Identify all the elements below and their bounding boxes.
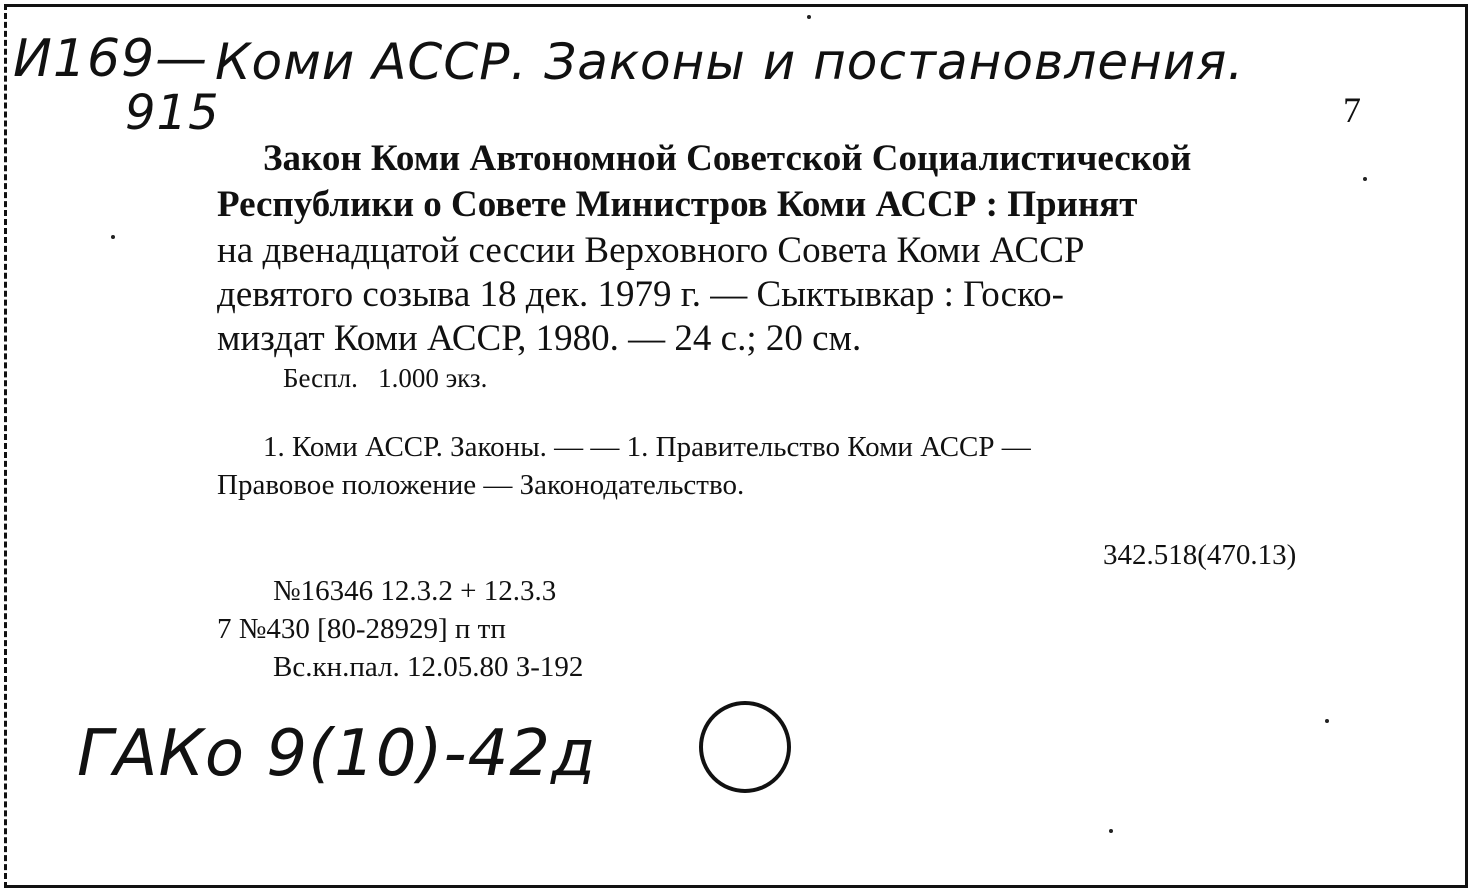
- subject-line-1: 1. Коми АССР. Законы. — — 1. Правительство Коми АССР —: [263, 431, 1031, 463]
- catalog-card: [4, 4, 1468, 888]
- title-line-1: Закон Коми Автономной Советской Социалистической: [263, 138, 1192, 179]
- classification-index: 342.518(470.13): [1103, 539, 1297, 571]
- speck-mark: [1363, 177, 1367, 181]
- handwritten-shelf-code: И169—: [13, 29, 209, 89]
- registry-line-1: №16346 12.3.2 + 12.3.3: [273, 575, 557, 607]
- price-run: Беспл. 1.000 экз.: [283, 363, 488, 393]
- title-line-5: миздат Коми АССР, 1980. — 24 с.; 20 см.: [217, 318, 862, 359]
- handwritten-subject: Коми АССР. Законы и постановления.: [215, 33, 1245, 91]
- speck-mark: [111, 235, 115, 239]
- registry-line-2: 7 №430 [80-28929] п тп: [217, 613, 506, 645]
- speck-mark: [1325, 719, 1329, 723]
- subject-line-2: Правовое положение — Законодательство.: [217, 469, 745, 501]
- title-line-2: [217, 183, 1137, 226]
- title-line-3: на двенадцатой сессии Верховного Совета Коми АССР: [217, 230, 1085, 271]
- speck-mark: [807, 15, 811, 19]
- title-line-4: девятого созыва 18 дек. 1979 г. — Сыктывкар : Госко-: [217, 274, 1065, 315]
- title-line-2-text: Республики о Совете Министров Коми АССР : Принят: [217, 184, 1138, 225]
- registry-line-3: Вс.кн.пал. 12.05.80 З-192: [273, 651, 584, 683]
- card-number: 7: [1343, 90, 1361, 130]
- circle-stamp-icon: [695, 697, 795, 797]
- handwritten-shelf-sub: 915: [125, 85, 220, 141]
- handwritten-archive-code: ГАКо 9(10)-42д: [77, 717, 597, 791]
- speck-mark: [1109, 829, 1113, 833]
